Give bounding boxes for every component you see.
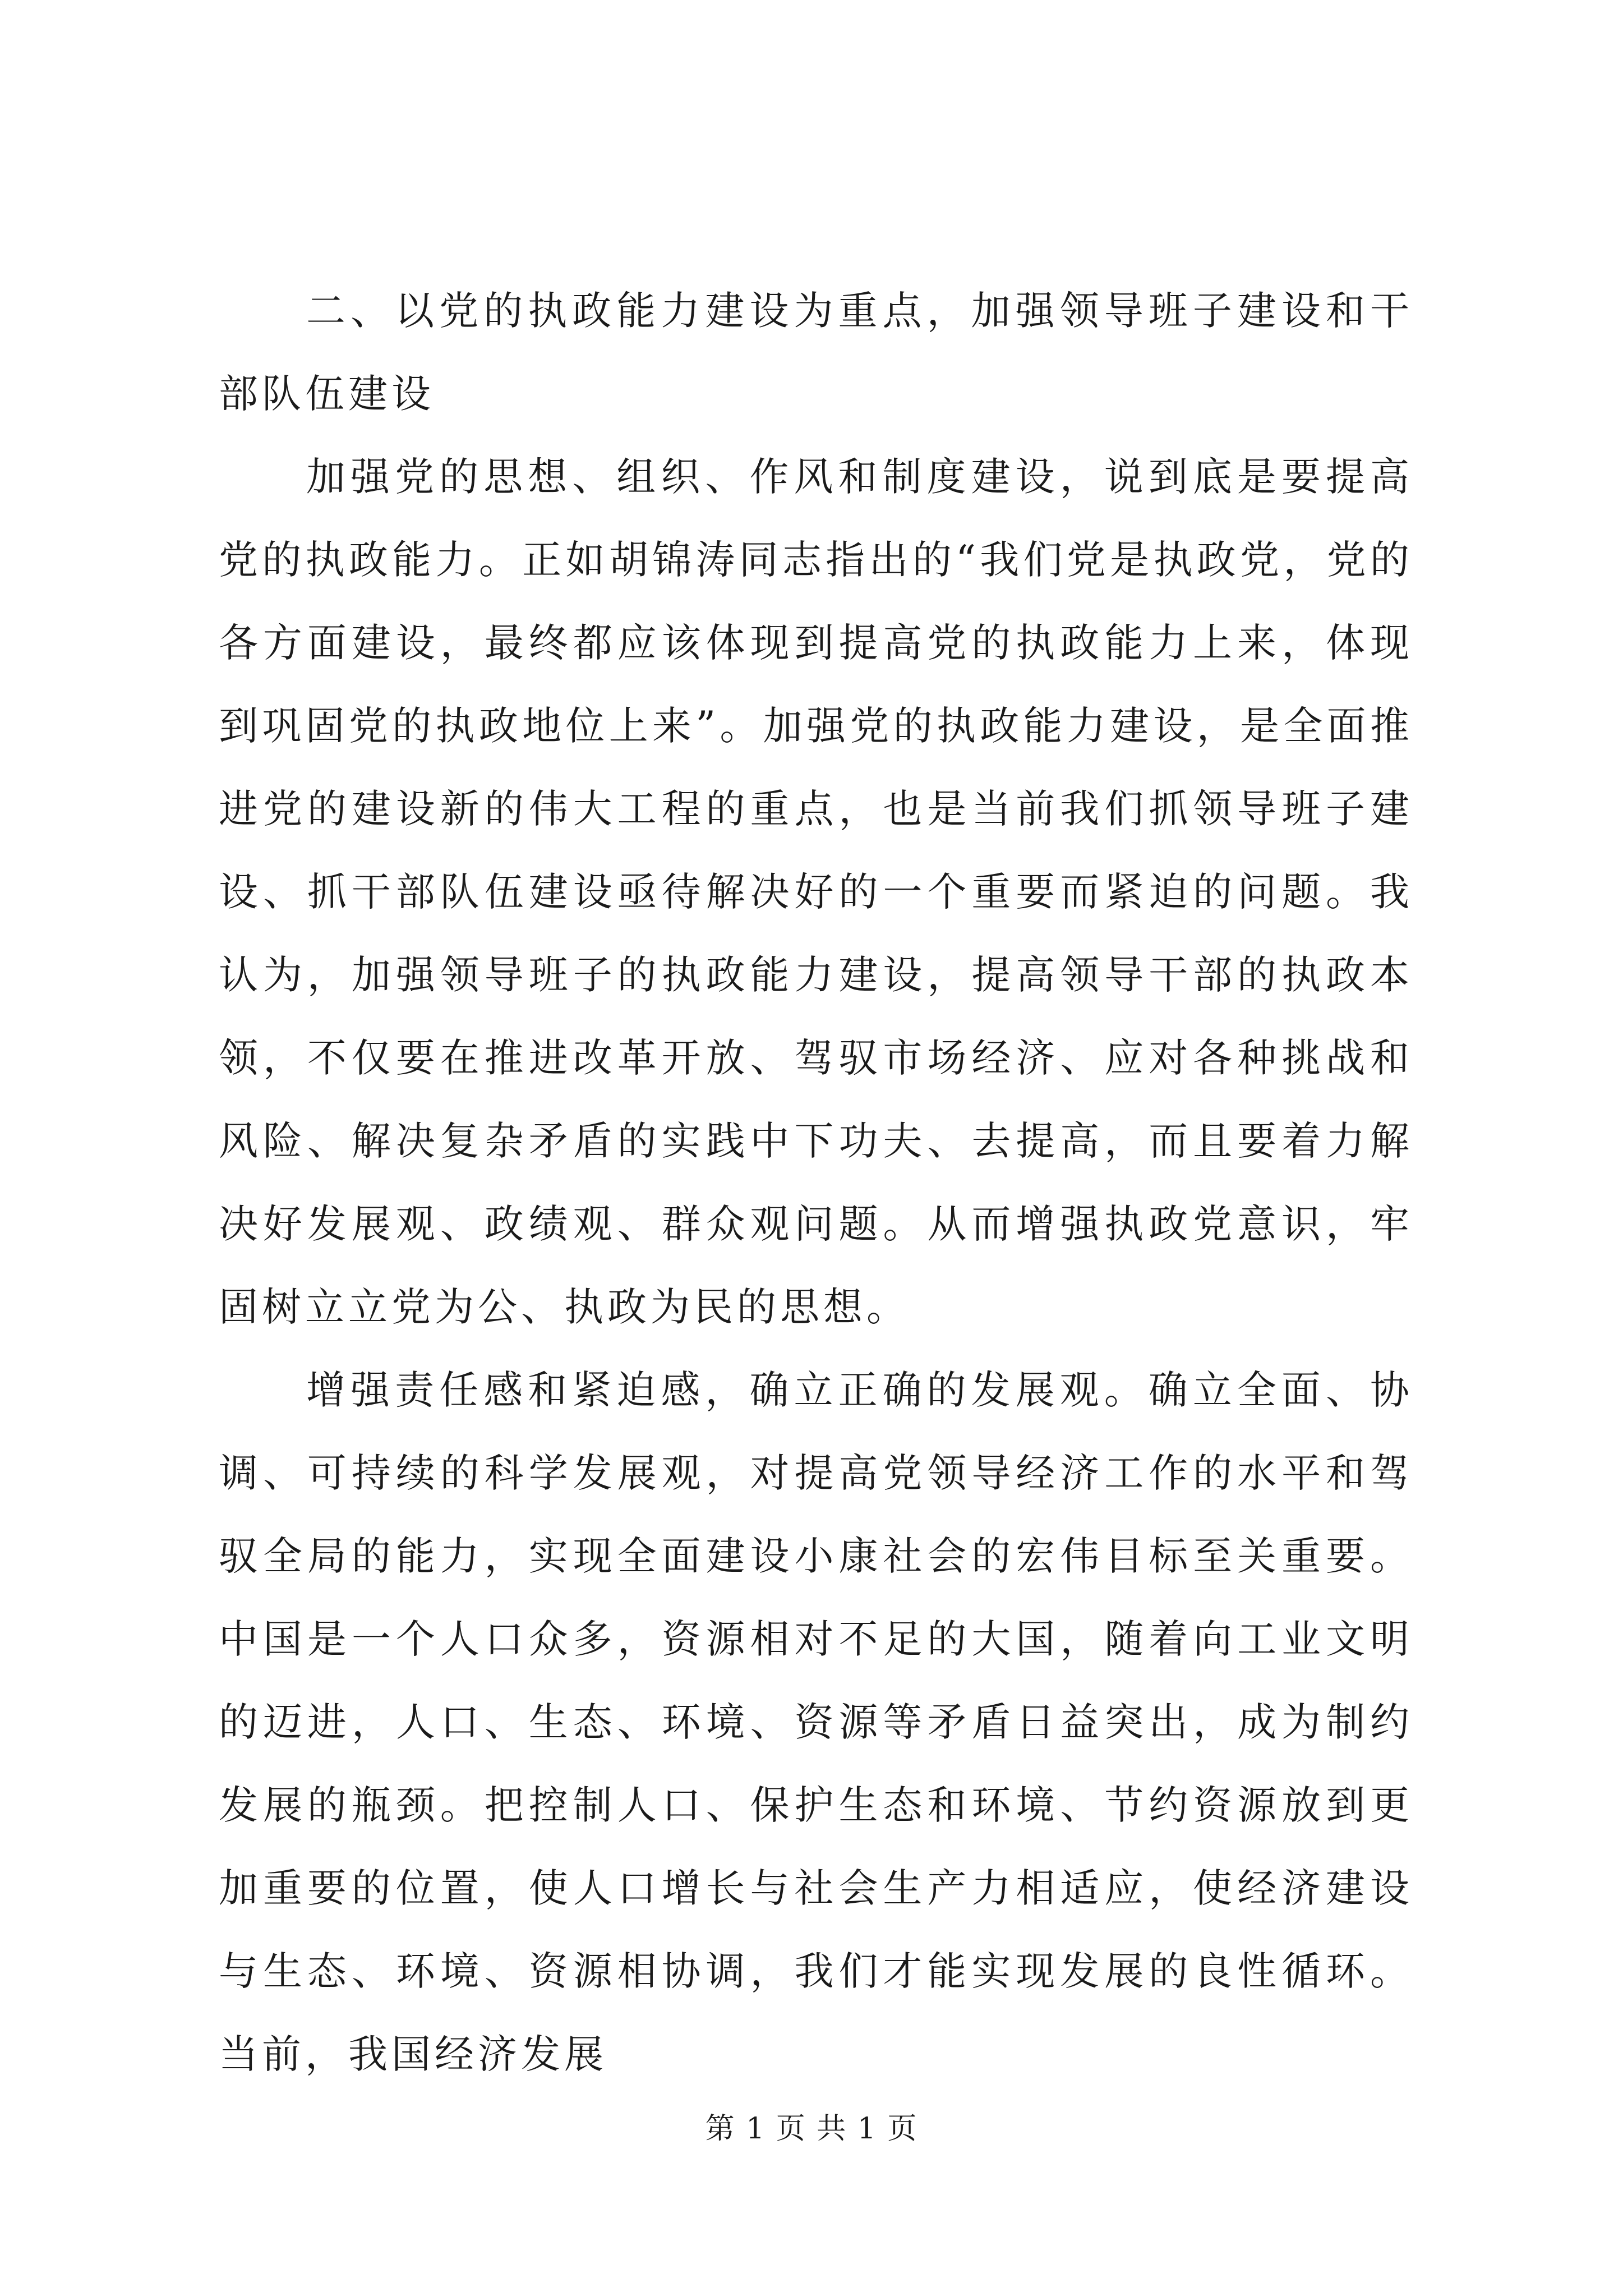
section-heading: 二、以党的执政能力建设为重点，加强领导班子建设和干部队伍建设 [219,288,1413,417]
page-footer: 第 1 页 共 1 页 [705,2112,918,2146]
paragraph-1: 加强党的思想、组织、作风和制度建设，说到底是要提高党的执政能力。正如胡锦涛同志指出的“我们党是执政党，党的各方面建设，最终都应该体现到提高党的执政能力上来，体现到巩固党的执政地位上来”。加强党的执政能力建设，是全面推进党的建设新的伟大工程的重点，也是当前我们抓领导班子建设、抓干部队伍建设亟待解决好的一个重要而紧迫的问题。我认为，加强领导班子的执政能力建设，提高领导干部的执政本领，不仅要在推进改革开放、驾驭市场经济、应对各种挑战和风险、解决复杂矛盾的实践中下功夫、去提高，而且要着力解决好发展观、政绩观、群众观问题。从而增强执政党意识，牢固树立立党为公、执政为民的思想。 [219,454,1413,1330]
paragraph-2: 增强责任感和紧迫感，确立正确的发展观。确立全面、协调、可持续的科学发展观，对提高党领导经济工作的水平和驾驭全局的能力，实现全面建设小康社会的宏伟目标至关重要。中国是一个人口众多，资源相对不足的大国，随着向工业文明的迈进，人口、生态、环境、资源等矛盾日益突出，成为制约发展的瓶颈。把控制人口、保护生态和环境、节约资源放到更加重要的位置，使人口增长与社会生产力相适应，使经济建设与生态、环境、资源相协调，我们才能实现发展的良性循环。当前，我国经济发展 [219,1367,1413,2077]
document-body [219,269,1413,2096]
